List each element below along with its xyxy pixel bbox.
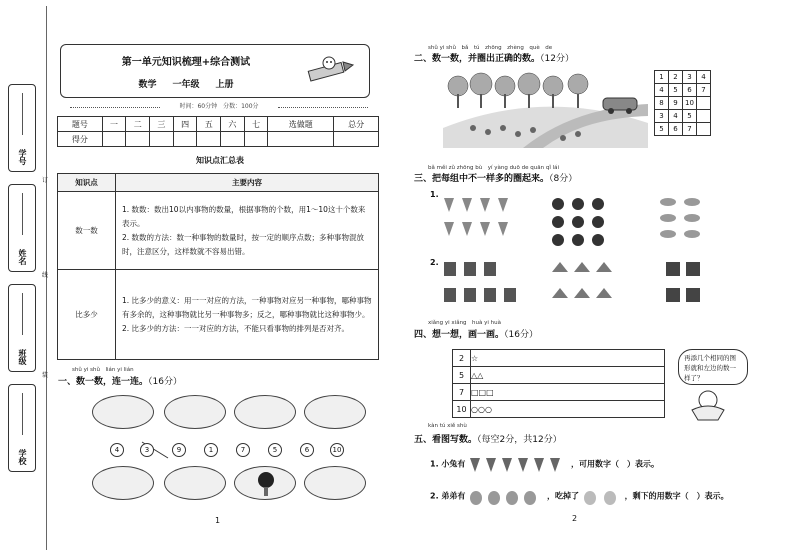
question-3: 三、把每组中不一样多的圈起来。（8分） [414, 174, 578, 184]
q5-line-2: 2. 弟弟有 ，吃掉了 ，剩下的用数字（ ）表示。 [430, 487, 729, 505]
number-option[interactable]: 9 [172, 443, 186, 457]
score-cell[interactable] [221, 132, 245, 147]
birds-group-image [164, 395, 226, 429]
page-number: 1 [215, 516, 221, 525]
racket-image [234, 466, 296, 500]
question-2: 二、数一数，并圈出正确的数。（12分） [414, 54, 574, 64]
number-option[interactable]: 10 [330, 443, 344, 457]
score-cell[interactable] [173, 132, 197, 147]
binding-mark: 装 [42, 372, 49, 379]
binding-mark: 订 [42, 177, 49, 184]
score-cell[interactable] [268, 132, 334, 147]
carrots-icon [468, 456, 568, 472]
number-option[interactable]: 6 [300, 443, 314, 457]
draw-shapes-table: 2 ☆ 5 △△ 7 □□□ 10 ○○○ [452, 349, 665, 418]
farm-scene-image [443, 68, 648, 148]
question-1: 一、数一数，连一连。（16分） [58, 377, 182, 387]
student-id-box: 学号 [8, 84, 36, 172]
score-cell[interactable] [334, 132, 379, 147]
page-number: 2 [572, 514, 578, 523]
score-table: 题号 一 二 三 四 五 六 七 选做题 总分 得分 [57, 116, 379, 147]
question-5: 五、看图写数。（每空2分，共12分） [414, 435, 562, 445]
teapot-group-image [92, 395, 154, 429]
score-cell[interactable] [197, 132, 221, 147]
pencil-cartoon-icon [305, 53, 355, 89]
carrots-group-image [304, 466, 366, 500]
number-option[interactable]: 4 [110, 443, 124, 457]
shuttlecock-icon [444, 198, 508, 236]
number-option[interactable]: 7 [236, 443, 250, 457]
number-option[interactable]: 5 [268, 443, 282, 457]
time-info: 时间：60分钟 分数：100分 [60, 101, 378, 113]
binding-mark: 线 [42, 272, 49, 279]
pears-eaten-icon [582, 487, 622, 505]
compare-groups-image [440, 192, 720, 312]
worksheet-title: 第一单元知识梳理+综合测试 [121, 57, 251, 68]
q5-line-1: 1. 小兔有 ，可用数字（ ）表示。 [430, 456, 659, 472]
score-cell[interactable] [150, 132, 174, 147]
shape-row[interactable]: △△ [471, 367, 665, 384]
school-box: 学校 [8, 384, 36, 472]
count-answer-grid: 1 2 3 4 4 5 6 7 8 9 10 3 4 5 5 6 7 [654, 70, 711, 136]
ping-pong-racket-icon [257, 471, 275, 497]
knowledge-summary-table: 知识点 主要内容 数一数 1. 数数：数出10以内事物的数量，根据事物的个数，用1～10这十个数来表示。 2. 数数的方法：数一种事物的数量时，按一定的顺序点数；多种事物混放时，注意区分，这样数就不容易出错。 比多少 1. 比多少的意义：用一一对应的方法，一种事物对应另一种事物，哪种事物有多余的，这种事物就比另一种事物多；反之，哪种事物就比这种事物少。 2. 比多少的方法：一一对应的方法，不能只看事物的排列是否对齐。 [57, 173, 379, 360]
title-box [60, 44, 370, 98]
question-4: 四、想一想，画一画。（16分） [414, 330, 538, 340]
books-group-image [164, 466, 226, 500]
score-cell[interactable] [126, 132, 150, 147]
shape-row[interactable]: ☆ [471, 350, 665, 367]
name-box: 姓名 [8, 184, 36, 272]
subtitle: 数学 一年级 上册 [138, 80, 234, 90]
speech-bubble: 再添几个相同的图形就和左边的数一样了？ [678, 349, 748, 385]
summary-title: 知识点汇总表 [196, 156, 244, 165]
bugs-group-image [92, 466, 154, 500]
shape-row[interactable]: ○○○ [471, 401, 665, 418]
binding-sidebar [0, 0, 48, 556]
number-option[interactable]: 1 [204, 443, 218, 457]
pears-icon [468, 487, 544, 505]
shape-row[interactable]: □□□ [471, 384, 665, 401]
score-cell[interactable] [244, 132, 268, 147]
cups-group-image [234, 395, 296, 429]
angel-girl-icon [688, 388, 728, 422]
class-box: 班级 [8, 284, 36, 372]
number-option[interactable]: 3 [140, 443, 154, 457]
fish-group-image [304, 395, 366, 429]
score-cell[interactable] [102, 132, 126, 147]
